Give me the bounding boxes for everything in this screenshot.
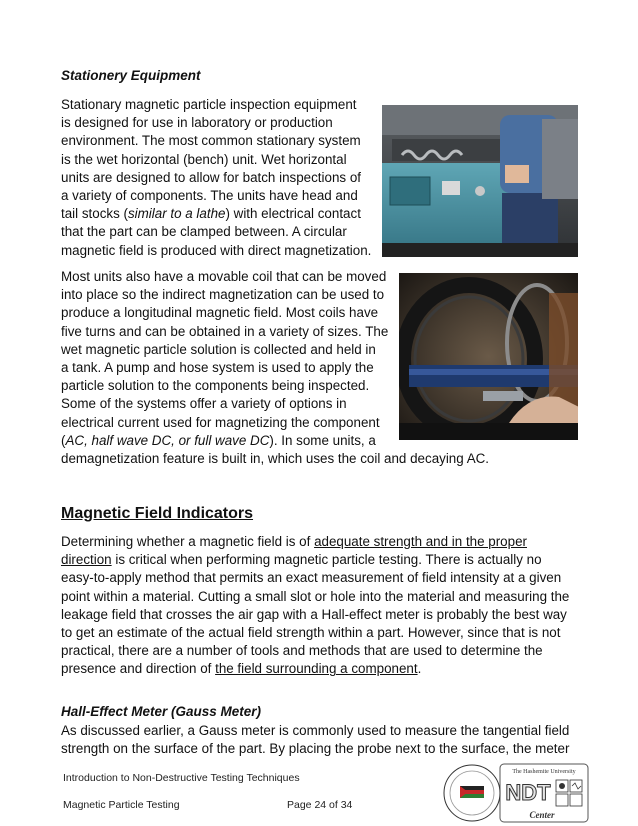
- text-line: (AC, half wave DC, or full wave DC). In some units, a: [61, 432, 376, 448]
- section-heading-magnetic-field-indicators: Magnetic Field Indicators: [61, 505, 254, 522]
- photo-movable-coil: [399, 273, 578, 440]
- footer-page-number: Page 24 of 34: [287, 799, 353, 811]
- text-line: easy-to-apply method that permits an exact measurement of field intensity at a given: [61, 570, 562, 586]
- underlined-text: the field surrounding a component: [215, 661, 418, 677]
- text-line: Most units also have a movable coil that can be moved: [61, 269, 387, 284]
- paragraph-field-indicators: [61, 533, 569, 679]
- section-heading-hall-effect-meter: Hall-Effect Meter (Gauss Meter): [61, 704, 262, 719]
- text-line: presence and direction of the field surrounding a component.: [61, 661, 422, 677]
- text-line: environment. The most common stationary system: [61, 133, 361, 149]
- text-line: demagnetization feature is built in, which uses the coil and decaying AC.: [61, 451, 490, 467]
- underlined-text: direction: [61, 552, 112, 568]
- text-line: Some of the systems offer a variety of options in: [61, 396, 347, 412]
- text-line: point within a material. Cutting a small slot or hole into the material and measuring the: [61, 588, 570, 604]
- text-line: is the wet horizontal (bench) unit. Wet horizontal: [61, 151, 347, 167]
- text-line: tail stocks (similar to a lathe) with electrical contact: [61, 206, 361, 222]
- text-line: leakage field that crosses the air gap with a Hall-effect meter is probably the best way: [61, 606, 567, 622]
- text-line: five turns and can be obtained in a variety of sizes. The: [61, 323, 389, 339]
- footer-course-title: Introduction to Non-Destructive Testing Techniques: [63, 772, 300, 784]
- logo-center-text: Center: [529, 810, 555, 820]
- italic-text: AC, half wave DC, or full wave DC: [65, 432, 270, 448]
- text-line: produce a longitudinal magnetic field. Most coils have: [61, 305, 379, 321]
- text-line: direction is critical when performing magnetic particle testing. There is actually no: [61, 552, 542, 568]
- section-heading-stationery-equipment: Stationery Equipment: [61, 68, 201, 83]
- text-line: into place so the indirect magnetization can be used to: [61, 287, 385, 303]
- text-line: magnetic field is produced with direct magnetization.: [61, 242, 372, 258]
- logo-ndt-mark: NDT: [505, 780, 551, 805]
- italic-text: similar to a lathe: [127, 206, 226, 222]
- text-line: units are designed to allow for batch inspections of: [61, 169, 361, 185]
- text-line: particle solution to the components being inspected.: [61, 378, 370, 394]
- text-line: that the part can be clamped between. A circular: [61, 224, 347, 240]
- text-line: a tank. A pump and hose system is used to apply the: [61, 360, 374, 376]
- text-line: strength on the surface of the part. By placing the probe next to the surface, the meter: [61, 741, 570, 757]
- paragraph-gauss-meter: [61, 722, 569, 758]
- photo-wet-horizontal-bench-unit: [382, 105, 578, 257]
- underlined-text: adequate strength and in the proper: [314, 534, 527, 549]
- text-line: Determining whether a magnetic field is of adequate strength and in the proper: [61, 534, 527, 549]
- text-line: to get an estimate of the actual field strength within a part. However, since that is not: [61, 625, 561, 641]
- logo-university-text: The Hashemite University: [512, 769, 576, 775]
- text-line: a variety of components. The units have head and: [61, 188, 358, 204]
- text-line: practical, there are a number of tools and methods that are used to determine the: [61, 643, 543, 659]
- footer-chapter-name: Magnetic Particle Testing: [63, 799, 180, 811]
- text-line: is designed for use in laboratory or production: [61, 115, 333, 131]
- text-line: Stationary magnetic particle inspection equipment: [61, 97, 357, 112]
- paragraph-stationary-equipment: [61, 96, 371, 260]
- text-line: electrical current used for magnetizing the component: [61, 414, 380, 430]
- text-line: wet magnetic particle solution is collected and held in: [61, 341, 376, 357]
- ndt-center-logo: [442, 762, 590, 824]
- text-line: As discussed earlier, a Gauss meter is commonly used to measure the tangential field: [61, 723, 570, 738]
